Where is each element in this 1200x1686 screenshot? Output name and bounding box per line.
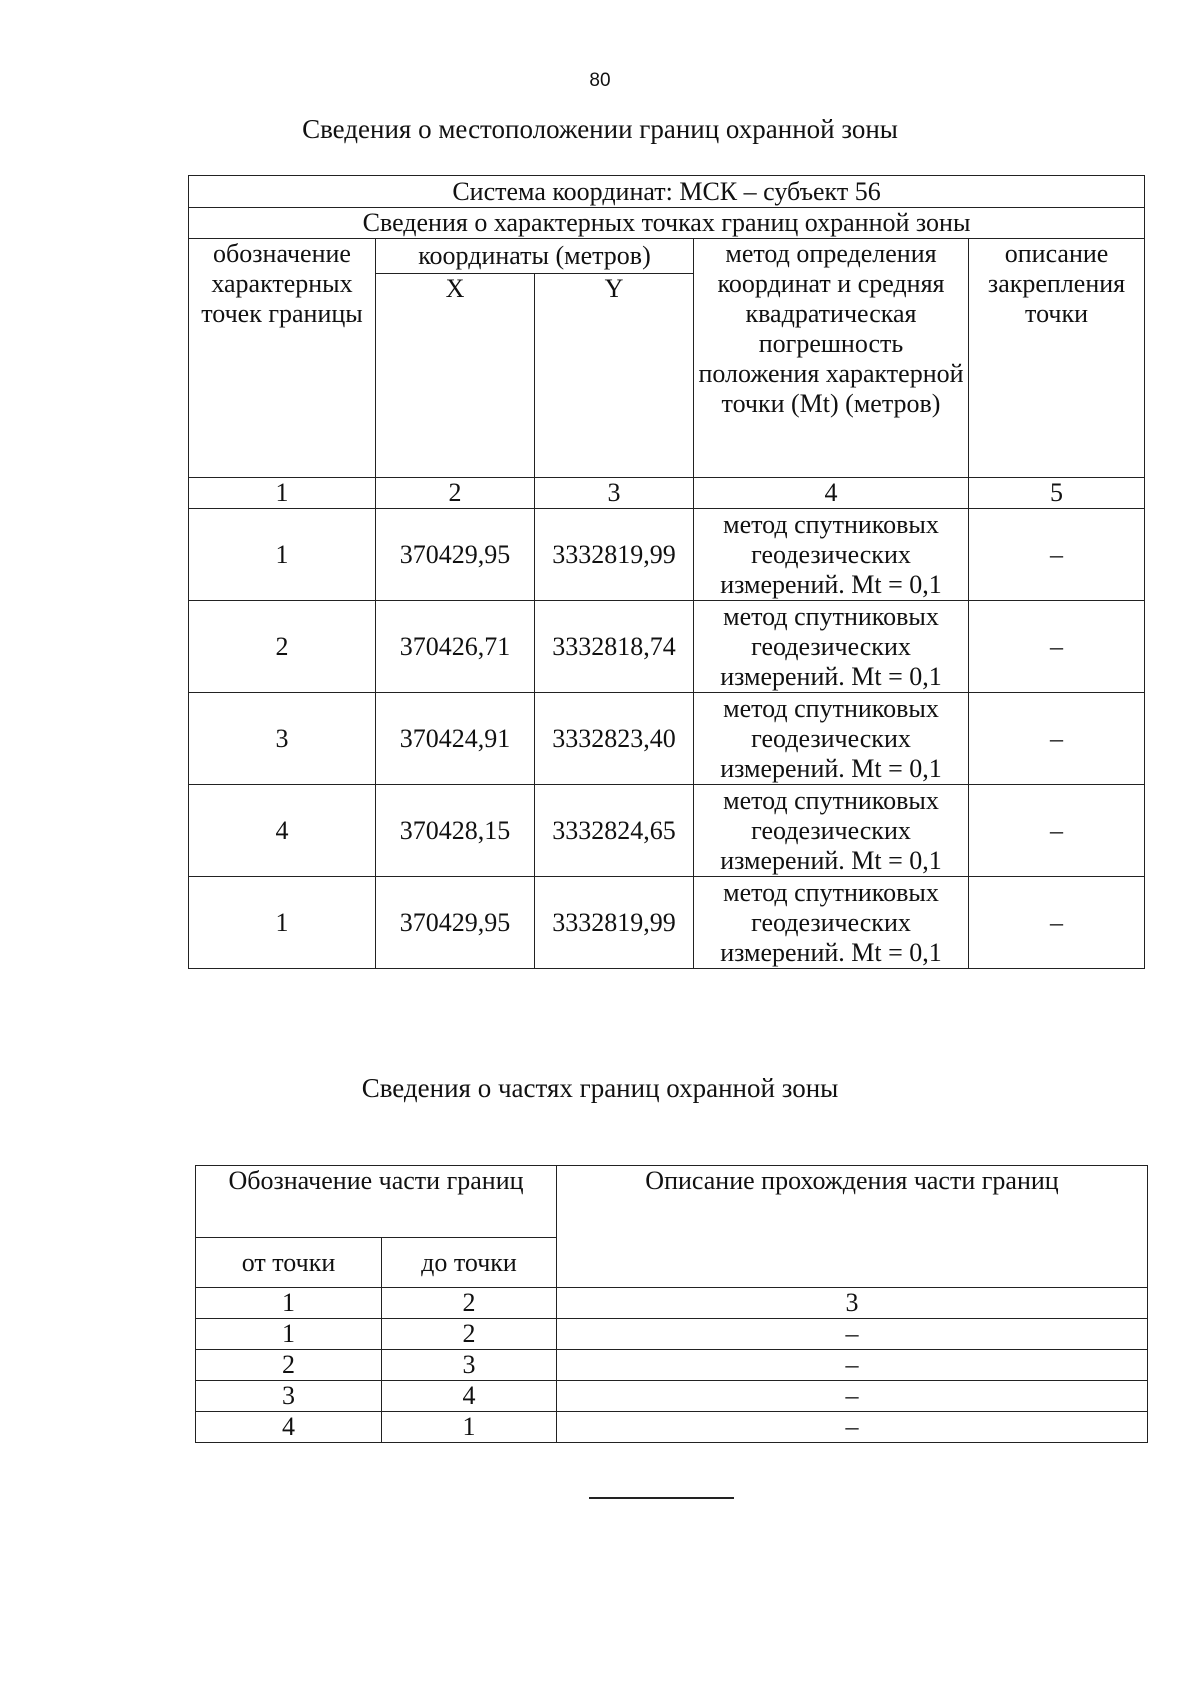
header-method: метод определения координат и средняя квадратическая погрешность положения характерной точки (Mt) (метров): [694, 239, 969, 478]
method-text: метод спутниковых геодезических измерений. Mt = 0,1: [694, 509, 969, 601]
table-row: [189, 693, 1145, 785]
column-number: 1: [189, 478, 376, 509]
method-text: метод спутниковых геодезических измерений. Mt = 0,1: [694, 877, 969, 969]
method-text: метод спутниковых геодезических измерений. Mt = 0,1: [694, 601, 969, 693]
point-number: 1: [189, 877, 376, 969]
fixing-description: –: [969, 509, 1145, 601]
header-fixing-description: описание закрепления точки: [969, 239, 1145, 478]
y-coordinate: 3332818,74: [535, 601, 694, 693]
part-description: –: [557, 1412, 1148, 1443]
method-text: метод спутниковых геодезических измерений. Mt = 0,1: [694, 785, 969, 877]
separator-line: [589, 1497, 734, 1499]
x-coordinate: 370424,91: [376, 693, 535, 785]
to-point: 4: [382, 1381, 557, 1412]
to-point: 2: [382, 1319, 557, 1350]
header-to-point: до точки: [382, 1238, 557, 1288]
header-coordinates: координаты (метров): [376, 239, 694, 274]
parts-title: Сведения о частях границ охранной зоны: [361, 1073, 839, 1103]
header-y: Y: [535, 274, 694, 478]
points-section-row: Сведения о характерных точках границ охранной зоны: [189, 208, 1145, 239]
y-coordinate: 3332823,40: [535, 693, 694, 785]
from-point: 3: [196, 1381, 382, 1412]
table-row: [189, 601, 1145, 693]
boundary-points-table: [188, 175, 1145, 969]
table-row: [196, 1350, 1148, 1381]
to-point: 1: [382, 1412, 557, 1443]
column-numbers-row: [189, 478, 1145, 509]
column-number: 4: [694, 478, 969, 509]
fixing-description: –: [969, 601, 1145, 693]
y-coordinate: 3332824,65: [535, 785, 694, 877]
table-row: [189, 509, 1145, 601]
boundary-parts-table: [195, 1165, 1148, 1443]
x-coordinate: 370426,71: [376, 601, 535, 693]
column-number: 3: [535, 478, 694, 509]
table-row: [196, 1381, 1148, 1412]
column-number: 2: [382, 1288, 557, 1319]
parts-column-numbers-row: [196, 1288, 1148, 1319]
point-number: 1: [189, 509, 376, 601]
method-text: метод спутниковых геодезических измерений. Mt = 0,1: [694, 693, 969, 785]
fixing-description: –: [969, 693, 1145, 785]
part-description: –: [557, 1350, 1148, 1381]
from-point: 2: [196, 1350, 382, 1381]
point-number: 3: [189, 693, 376, 785]
part-description: –: [557, 1381, 1148, 1412]
x-coordinate: 370429,95: [376, 877, 535, 969]
header-point-designation: обозначение характерных точек границы: [189, 239, 376, 478]
column-number: 1: [196, 1288, 382, 1319]
header-from-point: от точки: [196, 1238, 382, 1288]
header-x: X: [376, 274, 535, 478]
part-description: –: [557, 1319, 1148, 1350]
table-row: [196, 1319, 1148, 1350]
column-number: 3: [557, 1288, 1148, 1319]
to-point: 3: [382, 1350, 557, 1381]
header-part-description: Описание прохождения части границ: [557, 1166, 1148, 1288]
point-number: 2: [189, 601, 376, 693]
table-row: [196, 1412, 1148, 1443]
column-number: 5: [969, 478, 1145, 509]
point-number: 4: [189, 785, 376, 877]
table-row: [189, 785, 1145, 877]
main-title: Сведения о местоположении границ охранной зоны: [302, 114, 898, 144]
fixing-description: –: [969, 877, 1145, 969]
from-point: 1: [196, 1319, 382, 1350]
fixing-description: –: [969, 785, 1145, 877]
table-row: [189, 877, 1145, 969]
column-number: 2: [376, 478, 535, 509]
y-coordinate: 3332819,99: [535, 877, 694, 969]
y-coordinate: 3332819,99: [535, 509, 694, 601]
coordinate-system-row: Система координат: МСК – субъект 56: [189, 176, 1145, 208]
x-coordinate: 370429,95: [376, 509, 535, 601]
header-part-designation: Обозначение части границ: [196, 1166, 557, 1238]
x-coordinate: 370428,15: [376, 785, 535, 877]
page-number: 80: [589, 70, 611, 91]
from-point: 4: [196, 1412, 382, 1443]
